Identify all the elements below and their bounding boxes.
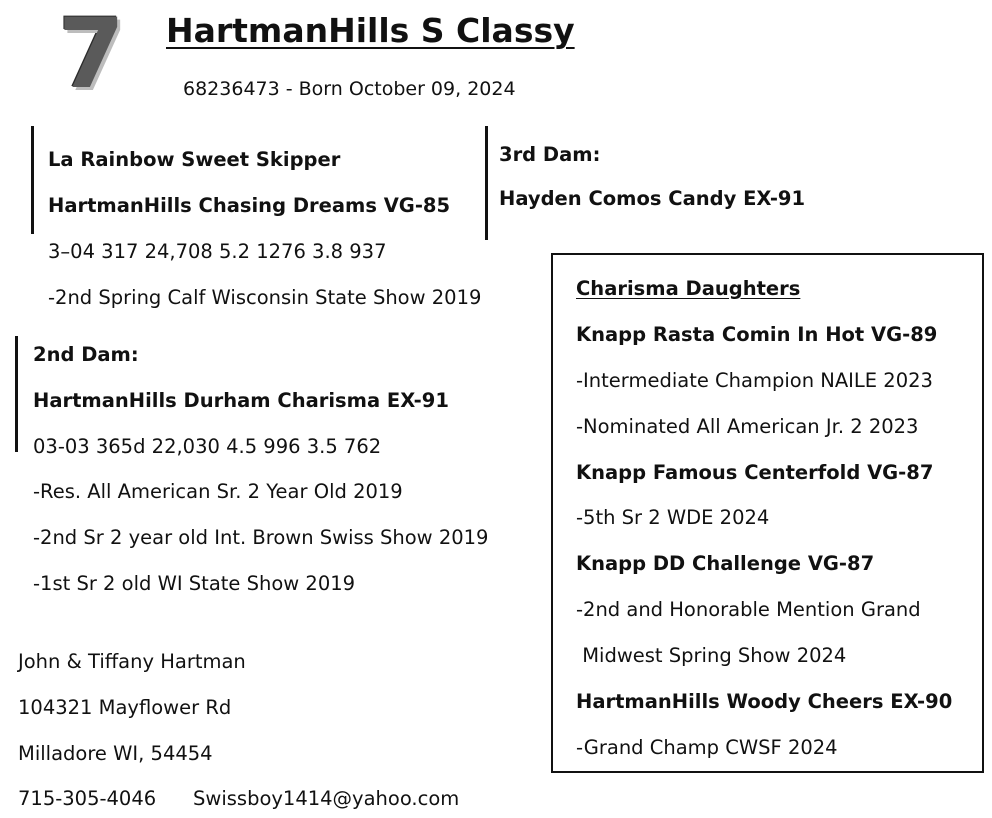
second-dam-award: -2nd Sr 2 year old Int. Brown Swiss Show 2019 bbox=[33, 526, 489, 549]
daughter-name: Knapp Rasta Comin In Hot VG-89 bbox=[576, 323, 938, 346]
daughter-note: -Intermediate Champion NAILE 2023 bbox=[576, 369, 933, 392]
third-dam-rule bbox=[485, 126, 488, 240]
dam-record: 3–04 317 24,708 5.2 1276 3.8 937 bbox=[48, 240, 387, 263]
daughter-note: -5th Sr 2 WDE 2024 bbox=[576, 506, 770, 529]
registration-birthdate: 68236473 - Born October 09, 2024 bbox=[183, 78, 516, 100]
daughter-note: Midwest Spring Show 2024 bbox=[576, 644, 847, 667]
second-dam-award: -1st Sr 2 old WI State Show 2019 bbox=[33, 572, 356, 595]
third-dam-heading: 3rd Dam: bbox=[499, 143, 601, 166]
daughters-heading: Charisma Daughters bbox=[576, 277, 801, 300]
dam-name: HartmanHills Chasing Dreams VG-85 bbox=[48, 194, 451, 217]
contact-address: 104321 Mayflower Rd bbox=[18, 696, 232, 719]
sire-name: La Rainbow Sweet Skipper bbox=[48, 148, 341, 171]
daughter-name: Knapp DD Challenge VG-87 bbox=[576, 552, 875, 575]
dam-award: -2nd Spring Calf Wisconsin State Show 2019 bbox=[48, 286, 482, 309]
daughter-note: -2nd and Honorable Mention Grand bbox=[576, 598, 921, 621]
second-dam-award: -Res. All American Sr. 2 Year Old 2019 bbox=[33, 480, 403, 503]
page-title: HartmanHills S Classy bbox=[166, 11, 575, 50]
contact-email: Swissboy1414@yahoo.com bbox=[193, 787, 460, 810]
second-dam-record: 03-03 365d 22,030 4.5 996 3.5 762 bbox=[33, 435, 382, 458]
contact-phone: 715-305-4046 bbox=[18, 787, 157, 810]
lot-number: 7 bbox=[58, 0, 123, 110]
pedigree-rule bbox=[31, 126, 34, 234]
daughter-note: -Grand Champ CWSF 2024 bbox=[576, 736, 838, 759]
second-dam-name: HartmanHills Durham Charisma EX-91 bbox=[33, 389, 449, 412]
daughter-name: HartmanHills Woody Cheers EX-90 bbox=[576, 690, 953, 713]
second-dam-rule bbox=[15, 336, 18, 452]
contact-city: Milladore WI, 54454 bbox=[18, 742, 213, 765]
daughter-name: Knapp Famous Centerfold VG-87 bbox=[576, 461, 934, 484]
contact-names: John & Tiffany Hartman bbox=[18, 650, 246, 673]
daughter-note: -Nominated All American Jr. 2 2023 bbox=[576, 415, 919, 438]
second-dam-heading: 2nd Dam: bbox=[33, 343, 139, 366]
third-dam-name: Hayden Comos Candy EX-91 bbox=[499, 187, 806, 210]
